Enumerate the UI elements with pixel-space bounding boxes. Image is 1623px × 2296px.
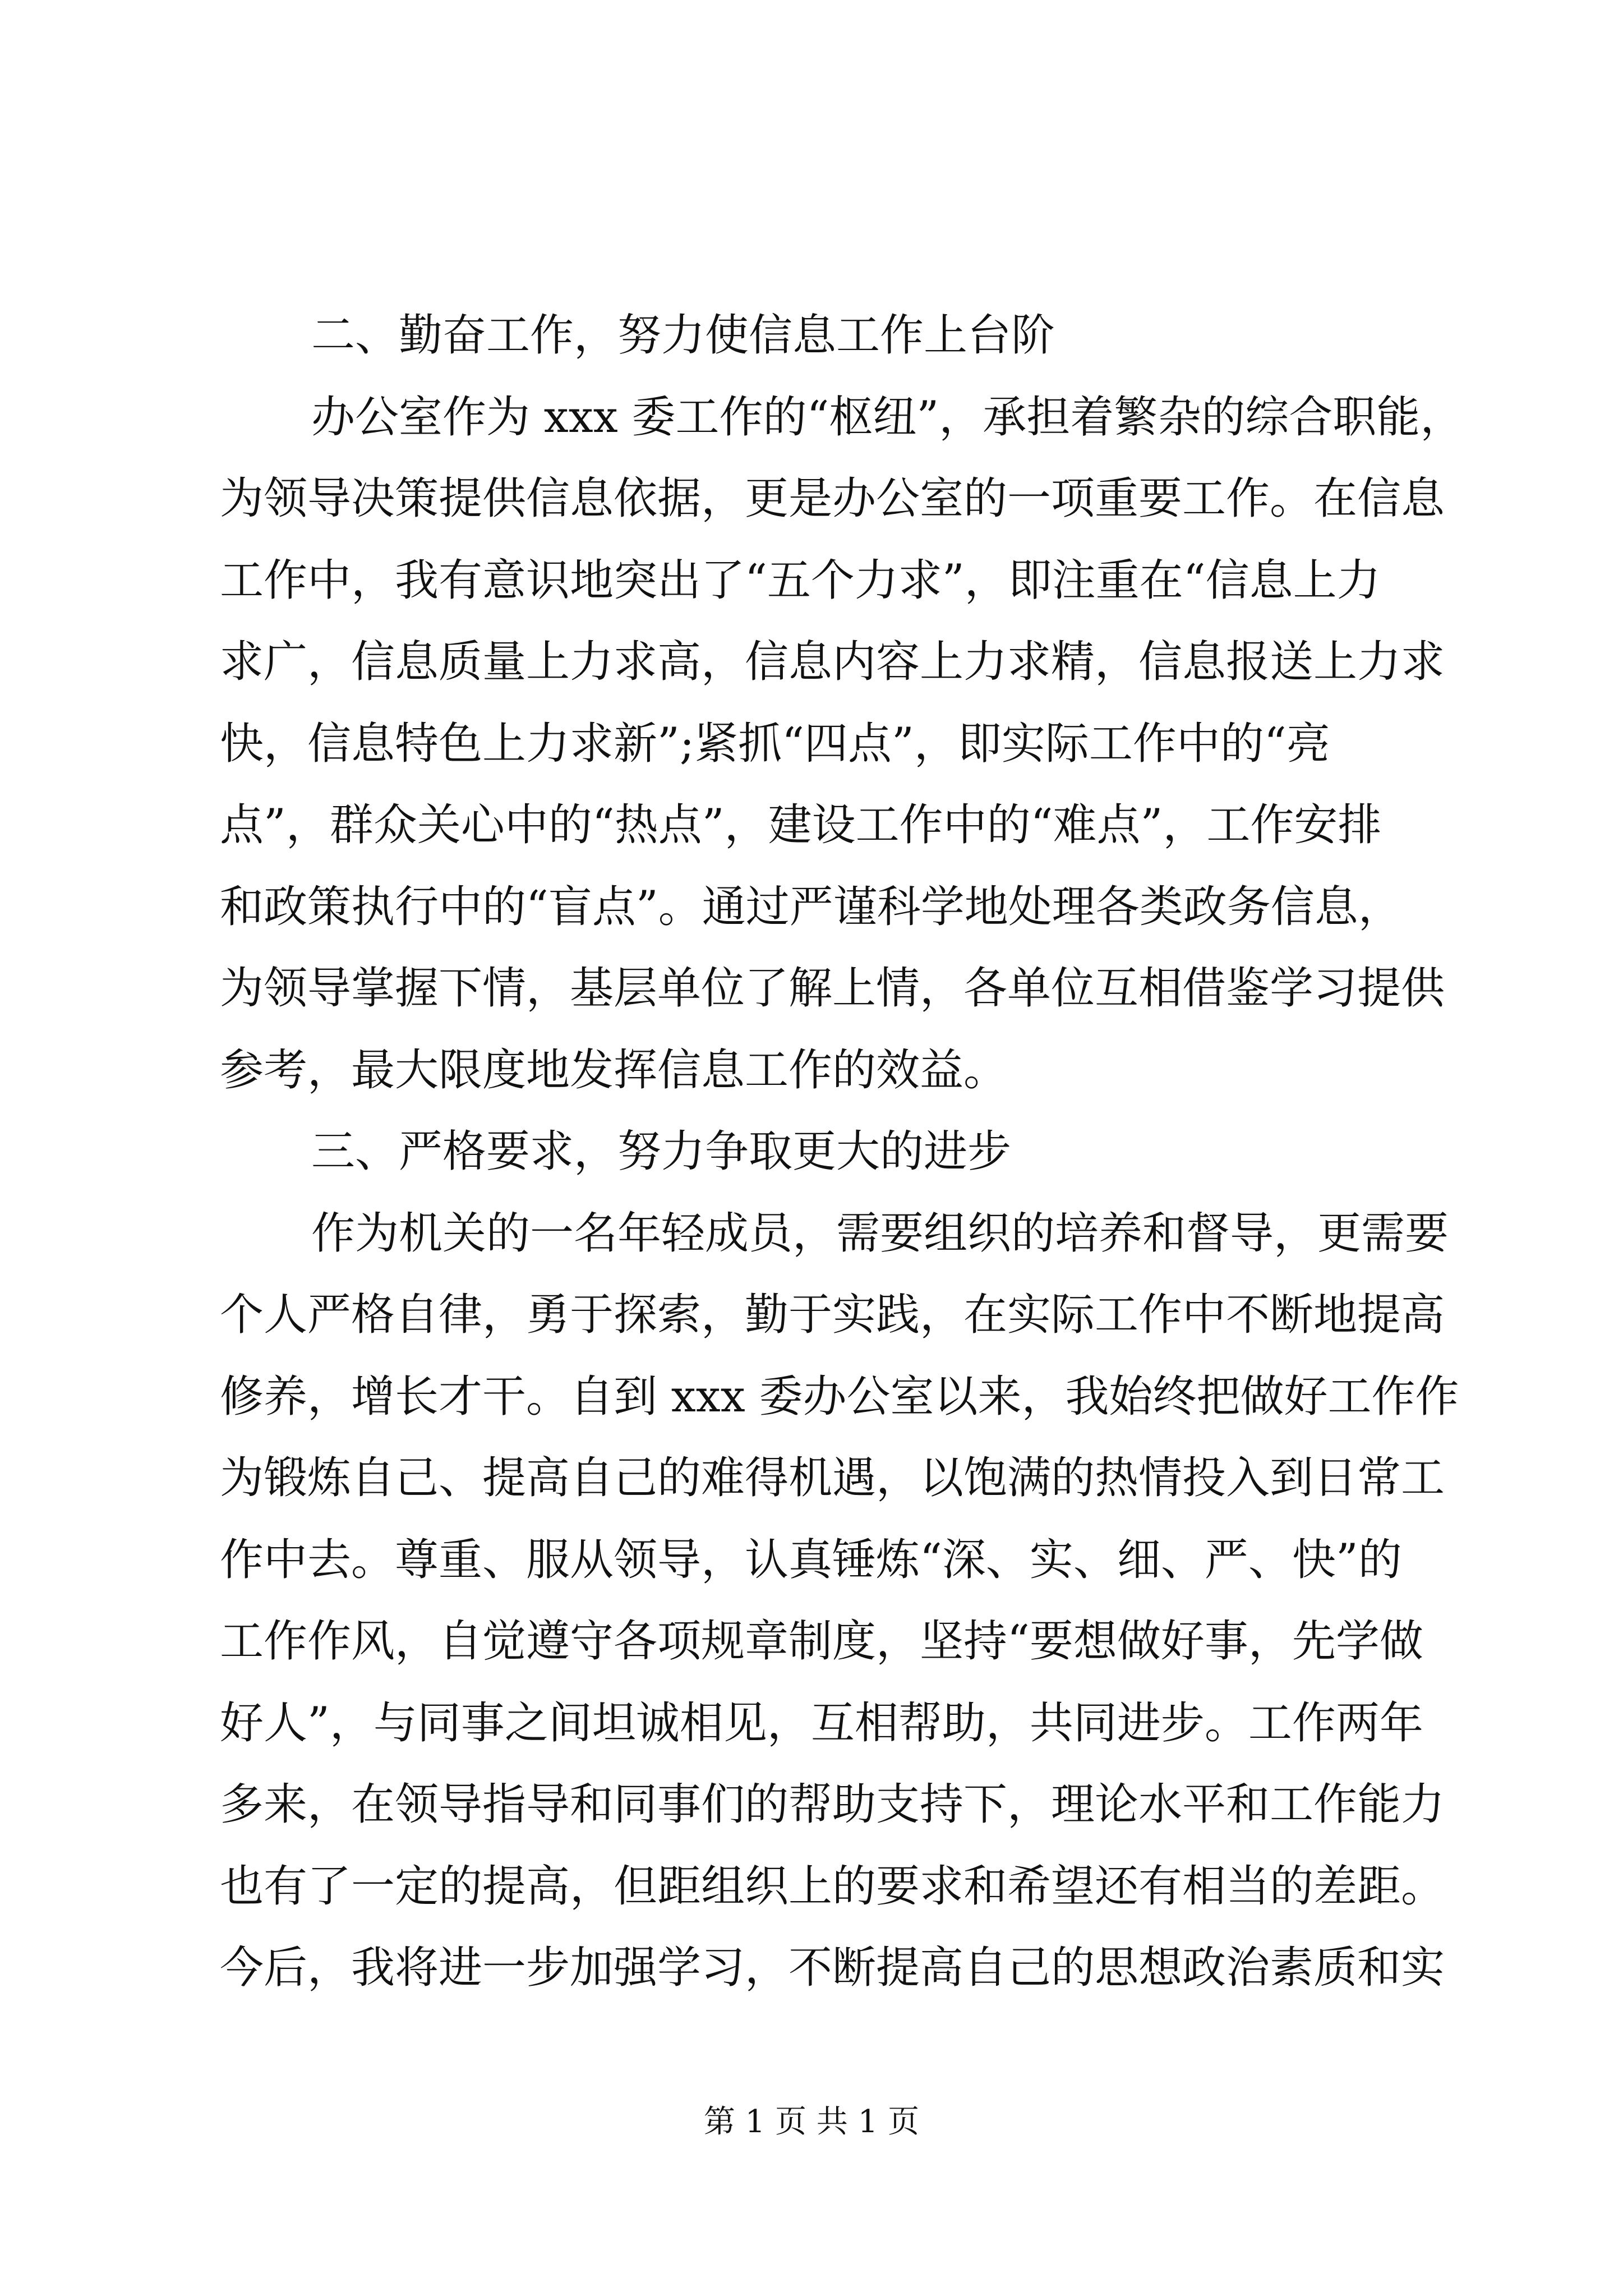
page-footer: 第 1 页 共 1 页 [703,2104,920,2140]
text-line: 工作作风，自觉遵守各项规章制度，坚持“要想做好事，先学做 [220,1616,1423,1667]
text-line: 今后，我将进一步加强学习，不断提高自己的思想政治素质和实 [220,1943,1445,1993]
text-line: 快，信息特色上力求新”;紧抓“四点”，即实际工作中的“亮 [220,719,1330,769]
text-line: 也有了一定的提高，但距组织上的要求和希望还有相当的差距。 [220,1861,1445,1912]
paragraph-first-line: 作为机关的一名年轻成员，需要组织的培养和督导，更需要 [311,1208,1449,1259]
text-line: 点”，群众关心中的“热点”，建设工作中的“难点”，工作安排 [220,800,1382,850]
text-line: 修养，增长才干。自到 xxx 委办公室以来，我始终把做好工作作 [220,1372,1459,1422]
text-line: 多来，在领导指导和同事们的帮助支持下，理论水平和工作能力 [220,1779,1445,1830]
paragraph-first-line: 三、严格要求，努力争取更大的进步 [311,1126,1012,1177]
text-line: 工作中，我有意识地突出了“五个力求”，即注重在“信息上力 [220,555,1381,606]
text-line: 求广，信息质量上力求高，信息内容上力求精，信息报送上力求 [220,637,1445,687]
text-line: 为领导掌握下情，基层单位了解上情，各单位互相借鉴学习提供 [220,963,1445,1014]
text-line: 好人”，与同事之间坦诚相见，互相帮助，共同进步。工作两年 [220,1698,1423,1749]
text-line: 个人严格自律，勇于探索，勤于实践，在实际工作中不断地提高 [220,1290,1445,1340]
paragraph-first-line: 二、勤奋工作，努力使信息工作上台阶 [311,310,1055,361]
text-line: 和政策执行中的“盲点”。通过严谨科学地处理各类政务信息， [220,882,1402,932]
paragraph-first-line: 办公室作为 xxx 委工作的“枢纽”，承担着繁杂的综合职能， [311,392,1464,443]
text-line: 为锻炼自己、提高自己的难得机遇，以饱满的热情投入到日常工 [220,1453,1445,1503]
text-line: 为领导决策提供信息依据，更是办公室的一项重要工作。在信息 [220,473,1445,524]
text-line: 作中去。尊重、服从领导，认真锤炼“深、实、细、严、快”的 [220,1535,1402,1585]
text-line: 参考，最大限度地发挥信息工作的效益。 [220,1045,1008,1096]
